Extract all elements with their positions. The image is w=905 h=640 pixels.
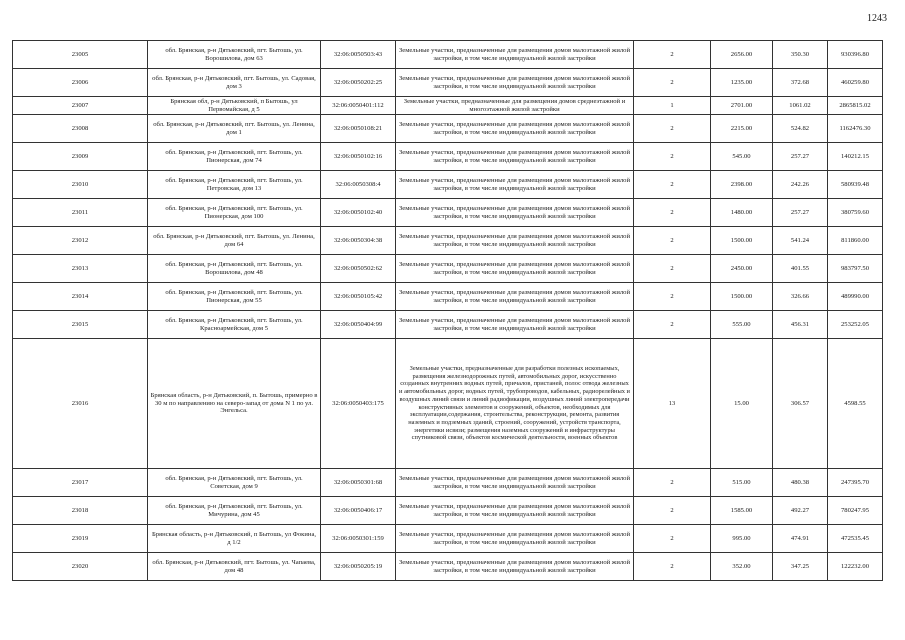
use-group-cell: 2	[634, 41, 711, 69]
table-row	[13, 97, 883, 115]
area-cell: 2398.00	[711, 171, 773, 199]
cadastral-value-cell: 489990.00	[828, 283, 883, 311]
row-number: 23014	[13, 283, 148, 311]
table-row	[13, 553, 883, 581]
address-cell: Брянская область, р-н Дятьковский, п. Бытошь, примерно в 30 м по направлению на северо-запад от дома N 1 по ул. Энгельса.	[148, 339, 321, 469]
area-cell: 2656.00	[711, 41, 773, 69]
land-use-cell: Земельные участки, предназначенные для размещения домов среднеэтажной и многоэтажной жилой застройки	[396, 97, 634, 115]
cadastral-value-cell: 4598.55	[828, 339, 883, 469]
area-cell: 2701.00	[711, 97, 773, 115]
table-row	[13, 199, 883, 227]
cadastral-value-cell: 983797.50	[828, 255, 883, 283]
land-use-cell: Земельные участки, предназначенные для размещения домов малоэтажной жилой застройки, в том числе индивидуальной жилой застройки	[396, 115, 634, 143]
row-number: 23007	[13, 97, 148, 115]
table-row	[13, 469, 883, 497]
cadastral-value-cell: 380759.60	[828, 199, 883, 227]
area-cell: 2450.00	[711, 255, 773, 283]
use-group-cell: 2	[634, 227, 711, 255]
address-cell: обл. Брянская, р-н Дятьковский, пгт. Бытошь, ул. Ворошилова, дом 63	[148, 41, 321, 69]
cadastral-value-cell: 580939.48	[828, 171, 883, 199]
address-cell: обл. Брянская, р-н Дятьковский, пгт. Бытошь, ул. Пионерская, дом 55	[148, 283, 321, 311]
cadastral-value-cell: 472535.45	[828, 525, 883, 553]
cadastral-number-cell: 32:06:0050401:112	[321, 97, 396, 115]
specific-value-cell: 480.38	[773, 469, 828, 497]
cadastral-number-cell: 32:06:0050202:25	[321, 69, 396, 97]
area-cell: 1480.00	[711, 199, 773, 227]
specific-value-cell: 257.27	[773, 143, 828, 171]
cadastral-number-cell: 32:06:0050301:159	[321, 525, 396, 553]
cadastral-number-cell: 32:06:0050205:19	[321, 553, 396, 581]
use-group-cell: 2	[634, 497, 711, 525]
cadastral-number-cell: 32:06:0050403:175	[321, 339, 396, 469]
page-number: 1243	[867, 13, 887, 24]
table-row	[13, 143, 883, 171]
land-register-table	[12, 40, 883, 581]
table-row	[13, 497, 883, 525]
use-group-cell: 2	[634, 525, 711, 553]
area-cell: 352.00	[711, 553, 773, 581]
address-cell: обл. Брянская, р-н Дятьковский, пгт. Бытошь, ул. Красноармейская, дом 5	[148, 311, 321, 339]
address-cell: обл. Брянская, р-н Дятьковский, пгт. Бытошь, ул. Пионерская, дом 74	[148, 143, 321, 171]
area-cell: 545.00	[711, 143, 773, 171]
specific-value-cell: 306.57	[773, 339, 828, 469]
specific-value-cell: 372.68	[773, 69, 828, 97]
cadastral-value-cell: 2865815.02	[828, 97, 883, 115]
table-row	[13, 69, 883, 97]
specific-value-cell: 541.24	[773, 227, 828, 255]
row-number: 23005	[13, 41, 148, 69]
land-use-cell: Земельные участки, предназначенные для размещения домов малоэтажной жилой застройки, в том числе индивидуальной жилой застройки	[396, 497, 634, 525]
address-cell: обл. Брянская, р-н Дятьковский, пгт. Бытошь, ул. Чапаева, дом 48	[148, 553, 321, 581]
use-group-cell: 2	[634, 255, 711, 283]
row-number: 23016	[13, 339, 148, 469]
use-group-cell: 2	[634, 143, 711, 171]
use-group-cell: 2	[634, 199, 711, 227]
area-cell: 1500.00	[711, 283, 773, 311]
area-cell: 1235.00	[711, 69, 773, 97]
row-number: 23018	[13, 497, 148, 525]
table-row	[13, 283, 883, 311]
specific-value-cell: 492.27	[773, 497, 828, 525]
row-number: 23011	[13, 199, 148, 227]
row-number: 23008	[13, 115, 148, 143]
specific-value-cell: 456.31	[773, 311, 828, 339]
register-body	[13, 41, 883, 581]
table-row	[13, 171, 883, 199]
use-group-cell: 2	[634, 283, 711, 311]
cadastral-number-cell: 32:06:0050105:42	[321, 283, 396, 311]
specific-value-cell: 347.25	[773, 553, 828, 581]
row-number: 23020	[13, 553, 148, 581]
specific-value-cell: 474.91	[773, 525, 828, 553]
area-cell: 1500.00	[711, 227, 773, 255]
row-number: 23012	[13, 227, 148, 255]
row-number: 23006	[13, 69, 148, 97]
cadastral-value-cell: 460259.80	[828, 69, 883, 97]
cadastral-number-cell: 32:06:0050102:16	[321, 143, 396, 171]
specific-value-cell: 401.55	[773, 255, 828, 283]
land-use-cell: Земельные участки, предназначенные для размещения домов малоэтажной жилой застройки, в том числе индивидуальной жилой застройки	[396, 255, 634, 283]
area-cell: 995.00	[711, 525, 773, 553]
cadastral-number-cell: 32:06:0050404:99	[321, 311, 396, 339]
address-cell: обл. Брянская, р-н Дятьковский, пгт. Бытошь, ул. Пионерская, дом 100	[148, 199, 321, 227]
table-row	[13, 339, 883, 469]
cadastral-number-cell: 32:06:0050304:38	[321, 227, 396, 255]
address-cell: обл. Брянская, р-н Дятьковский, пгт. Бытошь, ул. Ленина, дом 64	[148, 227, 321, 255]
table-row	[13, 311, 883, 339]
cadastral-number-cell: 32:06:0050406:17	[321, 497, 396, 525]
use-group-cell: 2	[634, 553, 711, 581]
land-use-cell: Земельные участки, предназначенные для размещения домов малоэтажной жилой застройки, в том числе индивидуальной жилой застройки	[396, 311, 634, 339]
specific-value-cell: 257.27	[773, 199, 828, 227]
cadastral-value-cell: 930396.80	[828, 41, 883, 69]
land-use-cell: Земельные участки, предназначенные для разработки полезных ископаемых, размещения железнодорожных путей, автомобильных дорог, искусственно созданных внутренних водных путей, причалов, пристаней, полос отвода железных и автомобильных дорог, водных путей, трубопроводов, кабельных, радиорелейных и воздушных линий связи и линий радиофикации, воздушных линий электропередачи конструктивных элементов и сооружений, объектов, необходимых для эксплуатации,содержания, строительства, реконструкции, ремонта, развития наземных и подземных зданий, строений, сооружений, устройств транспорта, энергетики исвязи; размещения наземных сооружений и инфраструктуры спутниковой связи, объектов космической деятельности, военных объектов	[396, 339, 634, 469]
land-use-cell: Земельные участки, предназначенные для размещения домов малоэтажной жилой застройки, в том числе индивидуальной жилой застройки	[396, 553, 634, 581]
address-cell: обл. Брянская, р-н Дятьковский, пгт. Бытошь, ул. Мичурина, дом 45	[148, 497, 321, 525]
cadastral-value-cell: 122232.00	[828, 553, 883, 581]
address-cell: обл. Брянская, р-н Дятьковский, пгт. Бытошь, ул. Садовая, дом 3	[148, 69, 321, 97]
table-row	[13, 525, 883, 553]
row-number: 23013	[13, 255, 148, 283]
specific-value-cell: 242.26	[773, 171, 828, 199]
table-row	[13, 255, 883, 283]
land-use-cell: Земельные участки, предназначенные для размещения домов малоэтажной жилой застройки, в том числе индивидуальной жилой застройки	[396, 525, 634, 553]
row-number: 23017	[13, 469, 148, 497]
area-cell: 2215.00	[711, 115, 773, 143]
land-use-cell: Земельные участки, предназначенные для размещения домов малоэтажной жилой застройки, в том числе индивидуальной жилой застройки	[396, 41, 634, 69]
address-cell: Брянская область, р-н Дятьковский, п Бытошь, ул Фокина, д 1/2	[148, 525, 321, 553]
row-number: 23015	[13, 311, 148, 339]
table-row	[13, 115, 883, 143]
land-use-cell: Земельные участки, предназначенные для размещения домов малоэтажной жилой застройки, в том числе индивидуальной жилой застройки	[396, 227, 634, 255]
land-use-cell: Земельные участки, предназначенные для размещения домов малоэтажной жилой застройки, в том числе индивидуальной жилой застройки	[396, 469, 634, 497]
cadastral-value-cell: 780247.95	[828, 497, 883, 525]
cadastral-value-cell: 1162476.30	[828, 115, 883, 143]
use-group-cell: 2	[634, 469, 711, 497]
use-group-cell: 2	[634, 69, 711, 97]
cadastral-number-cell: 32:06:0050502:62	[321, 255, 396, 283]
row-number: 23010	[13, 171, 148, 199]
address-cell: обл. Брянская, р-н Дятьковский, пгт. Бытошь, ул. Советская, дом 9	[148, 469, 321, 497]
row-number: 23009	[13, 143, 148, 171]
land-use-cell: Земельные участки, предназначенные для размещения домов малоэтажной жилой застройки, в том числе индивидуальной жилой застройки	[396, 199, 634, 227]
use-group-cell: 1	[634, 97, 711, 115]
land-use-cell: Земельные участки, предназначенные для размещения домов малоэтажной жилой застройки, в том числе индивидуальной жилой застройки	[396, 283, 634, 311]
address-cell: обл. Брянская, р-н Дятьковский, пгт. Бытошь, ул. Петровская, дом 13	[148, 171, 321, 199]
use-group-cell: 2	[634, 311, 711, 339]
specific-value-cell: 524.82	[773, 115, 828, 143]
specific-value-cell: 326.66	[773, 283, 828, 311]
use-group-cell: 13	[634, 339, 711, 469]
cadastral-value-cell: 811860.00	[828, 227, 883, 255]
land-use-cell: Земельные участки, предназначенные для размещения домов малоэтажной жилой застройки, в том числе индивидуальной жилой застройки	[396, 143, 634, 171]
table-row	[13, 41, 883, 69]
cadastral-value-cell: 253252.05	[828, 311, 883, 339]
area-cell: 515.00	[711, 469, 773, 497]
cadastral-number-cell: 32:06:0050308:4	[321, 171, 396, 199]
cadastral-value-cell: 247395.70	[828, 469, 883, 497]
address-cell: Брянская обл, р-н Дятьковский, п Бытошь, ул Первомайская, д 5	[148, 97, 321, 115]
land-use-cell: Земельные участки, предназначенные для размещения домов малоэтажной жилой застройки, в том числе индивидуальной жилой застройки	[396, 69, 634, 97]
use-group-cell: 2	[634, 115, 711, 143]
area-cell: 15.00	[711, 339, 773, 469]
land-use-cell: Земельные участки, предназначенные для размещения домов малоэтажной жилой застройки, в том числе индивидуальной жилой застройки	[396, 171, 634, 199]
address-cell: обл. Брянская, р-н Дятьковский, пгт. Бытошь, ул. Ленина, дом 1	[148, 115, 321, 143]
specific-value-cell: 350.30	[773, 41, 828, 69]
table-row	[13, 227, 883, 255]
cadastral-number-cell: 32:06:0050108:21	[321, 115, 396, 143]
area-cell: 555.00	[711, 311, 773, 339]
area-cell: 1585.00	[711, 497, 773, 525]
address-cell: обл. Брянская, р-н Дятьковский, пгт. Бытошь, ул. Ворошилова, дом 48	[148, 255, 321, 283]
cadastral-number-cell: 32:06:0050301:68	[321, 469, 396, 497]
use-group-cell: 2	[634, 171, 711, 199]
specific-value-cell: 1061.02	[773, 97, 828, 115]
cadastral-value-cell: 140212.15	[828, 143, 883, 171]
cadastral-number-cell: 32:06:0050503:43	[321, 41, 396, 69]
row-number: 23019	[13, 525, 148, 553]
cadastral-number-cell: 32:06:0050102:40	[321, 199, 396, 227]
